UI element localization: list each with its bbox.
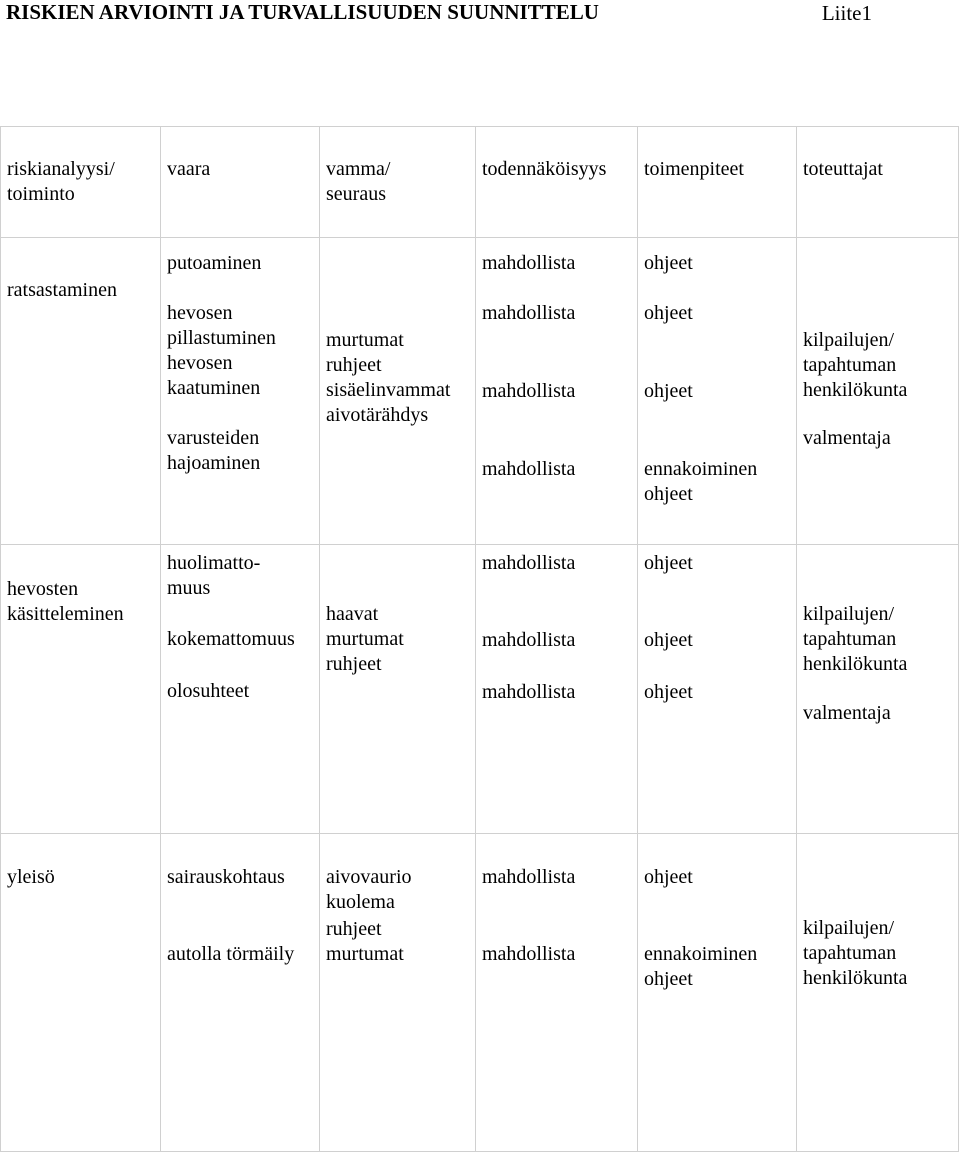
implementer-item: valmentaja (803, 702, 891, 724)
activity-cell (1, 238, 161, 545)
consequence-item: ruhjeet murtumat (326, 918, 404, 965)
likelihood-item: mahdollista (482, 380, 576, 402)
measure-item: ohjeet (644, 302, 693, 324)
likelihood-item: mahdollista (482, 458, 576, 480)
likelihood-item: mahdollista (482, 681, 576, 703)
hazard-item: hevosen kaatuminen (167, 352, 261, 399)
consequence-item: aivovaurio kuolema (326, 866, 412, 913)
table-row (1, 238, 959, 545)
risk-assessment-table (0, 126, 959, 1152)
hazard-cell (161, 834, 320, 1152)
document-title: RISKIEN ARVIOINTI JA TURVALLISUUDEN SUUNNITTELU (6, 0, 599, 24)
measure-item: ennakoiminen ohjeet (644, 943, 758, 990)
likelihood-cell (476, 834, 638, 1152)
activity-text: yleisö (7, 866, 55, 888)
likelihood-item: mahdollista (482, 866, 576, 888)
measure-item: ohjeet (644, 629, 693, 651)
hazard-cell (161, 238, 320, 545)
likelihood-item: mahdollista (482, 943, 576, 965)
hazard-item: autolla törmäily (167, 943, 295, 965)
column-header-activity-text: riskianalyysi/ toiminto (7, 158, 115, 205)
column-header-consequence (320, 127, 476, 238)
measure-item: ennakoiminen ohjeet (644, 458, 758, 505)
measures-cell (638, 834, 797, 1152)
implementer-item: kilpailujen/ tapahtuman henkilökunta (803, 603, 908, 675)
implementer-item: valmentaja (803, 427, 891, 449)
column-header-measures (638, 127, 797, 238)
measure-item: ohjeet (644, 681, 693, 703)
hazard-item: kokemattomuus (167, 628, 295, 650)
implementers-cell (797, 545, 959, 834)
table-row (1, 834, 959, 1152)
column-header-hazard-text: vaara (167, 158, 211, 180)
measure-item: ohjeet (644, 552, 693, 574)
consequence-cell (320, 545, 476, 834)
column-header-implementers (797, 127, 959, 238)
likelihood-cell (476, 238, 638, 545)
measures-cell (638, 545, 797, 834)
likelihood-item: mahdollista (482, 252, 576, 274)
likelihood-item: mahdollista (482, 629, 576, 651)
hazard-item: olosuhteet (167, 680, 250, 702)
hazard-item: huolimatto- muus (167, 552, 261, 599)
hazard-item: putoaminen (167, 252, 262, 274)
column-header-implementers-text: toteuttajat (803, 158, 883, 180)
table-header-row (1, 127, 959, 238)
likelihood-item: mahdollista (482, 552, 576, 574)
hazard-cell (161, 545, 320, 834)
column-header-consequence-text: vamma/ seuraus (326, 158, 391, 205)
activity-text: ratsastaminen (7, 279, 117, 301)
likelihood-cell (476, 545, 638, 834)
hazard-item: hevosen pillastuminen (167, 302, 276, 349)
measures-cell (638, 238, 797, 545)
table-row (1, 545, 959, 834)
measure-item: ohjeet (644, 380, 693, 402)
hazard-item: sairauskohtaus (167, 866, 285, 888)
column-header-measures-text: toimenpiteet (644, 158, 744, 180)
consequence-text: murtumat ruhjeet sisäelinvammat aivotärähdys (326, 329, 451, 426)
implementers-cell (797, 834, 959, 1152)
appendix-label: Liite1 (821, 1, 872, 25)
activity-cell (1, 834, 161, 1152)
column-header-likelihood (476, 127, 638, 238)
implementers-cell (797, 238, 959, 545)
consequence-cell (320, 834, 476, 1152)
column-header-hazard (161, 127, 320, 238)
column-header-activity (1, 127, 161, 238)
activity-cell (1, 545, 161, 834)
implementer-item: kilpailujen/ tapahtuman henkilökunta (803, 329, 908, 401)
measure-item: ohjeet (644, 252, 693, 274)
document-header (0, 0, 960, 24)
measure-item: ohjeet (644, 866, 693, 888)
hazard-item: varusteiden hajoaminen (167, 427, 261, 474)
consequence-text: haavat murtumat ruhjeet (326, 603, 404, 675)
consequence-cell (320, 238, 476, 545)
activity-text: hevosten käsitteleminen (7, 578, 124, 625)
column-header-likelihood-text: todennäköisyys (482, 158, 607, 180)
likelihood-item: mahdollista (482, 302, 576, 324)
implementer-item: kilpailujen/ tapahtuman henkilökunta (803, 917, 908, 989)
